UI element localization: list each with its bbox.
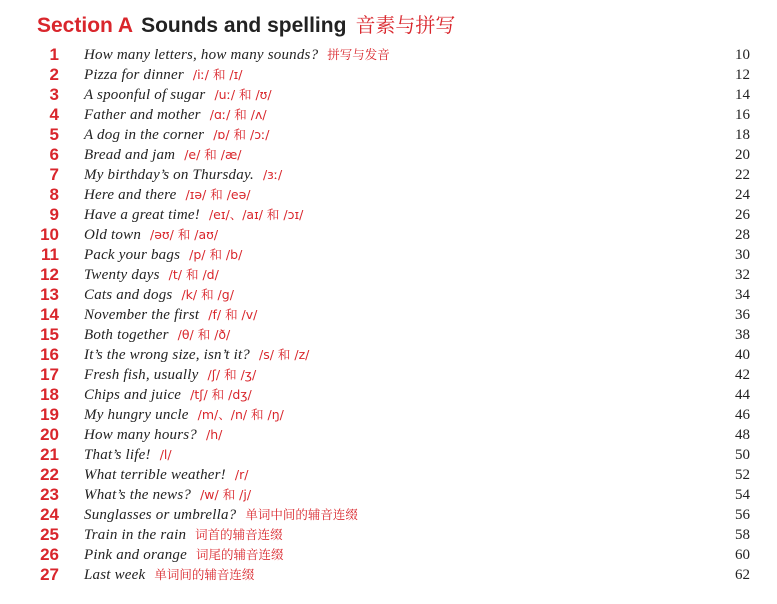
unit-sounds: /ɑː/ 和 /ʌ/ bbox=[209, 107, 267, 122]
unit-entry-text bbox=[84, 425, 222, 445]
unit-sounds: 词首的辅音连缀 bbox=[195, 527, 283, 542]
unit-entry-text bbox=[84, 125, 270, 145]
unit-number: 9 bbox=[49, 205, 59, 224]
unit-number: 23 bbox=[40, 485, 59, 504]
unit-sounds: /eɪ/、/aɪ/ 和 /ɔɪ/ bbox=[208, 207, 304, 222]
unit-number: 7 bbox=[49, 165, 59, 184]
section-title-chinese: 音素与拼写 bbox=[355, 13, 456, 37]
unit-number: 6 bbox=[49, 145, 59, 164]
toc-entry-unit-1[interactable] bbox=[0, 45, 777, 65]
unit-sounds: /s/ 和 /z/ bbox=[259, 347, 310, 362]
page-number: 56 bbox=[735, 507, 750, 523]
toc-entry-unit-20[interactable] bbox=[0, 425, 777, 445]
unit-title: Train in the rain bbox=[84, 527, 187, 543]
unit-entry-text bbox=[84, 325, 230, 345]
unit-title: Both together bbox=[84, 327, 169, 343]
unit-sounds: /ɒ/ 和 /ɔː/ bbox=[213, 127, 270, 142]
unit-entry-text bbox=[84, 305, 257, 325]
unit-sounds: /l/ bbox=[159, 447, 172, 462]
unit-sounds: /tʃ/ 和 /dʒ/ bbox=[190, 387, 252, 402]
unit-number: 19 bbox=[40, 405, 59, 424]
toc-entry-unit-8[interactable] bbox=[0, 185, 777, 205]
unit-sounds: /m/、/n/ 和 /ŋ/ bbox=[197, 407, 284, 422]
toc-entry-unit-17[interactable] bbox=[0, 365, 777, 385]
toc-entry-unit-10[interactable] bbox=[0, 225, 777, 245]
unit-entry-text bbox=[84, 445, 172, 465]
page-number: 42 bbox=[735, 367, 750, 383]
unit-number: 22 bbox=[40, 465, 59, 484]
unit-title: Twenty days bbox=[84, 267, 160, 283]
unit-sounds: /iː/ 和 /ɪ/ bbox=[192, 67, 243, 82]
toc-entry-unit-11[interactable] bbox=[0, 245, 777, 265]
toc-entry-unit-2[interactable] bbox=[0, 65, 777, 85]
page-number: 30 bbox=[735, 247, 750, 263]
unit-number: 8 bbox=[49, 185, 59, 204]
page-number: 22 bbox=[735, 167, 750, 183]
unit-title: Pizza for dinner bbox=[84, 67, 184, 83]
unit-title: Bread and jam bbox=[84, 147, 176, 163]
toc-entry-unit-22[interactable] bbox=[0, 465, 777, 485]
toc-entry-unit-25[interactable] bbox=[0, 525, 777, 545]
page-number: 58 bbox=[735, 527, 750, 543]
page-number: 62 bbox=[735, 567, 750, 583]
unit-number: 3 bbox=[49, 85, 59, 104]
unit-sounds: 词尾的辅音连缀 bbox=[195, 547, 284, 562]
unit-number: 14 bbox=[40, 305, 59, 324]
toc-entry-unit-21[interactable] bbox=[0, 445, 777, 465]
unit-entry-text bbox=[84, 145, 241, 165]
unit-entry-text bbox=[84, 345, 309, 365]
section-label: Section A bbox=[37, 14, 134, 37]
unit-title: How many letters, how many sounds? bbox=[84, 47, 319, 63]
unit-entry-text bbox=[84, 265, 219, 285]
unit-entry-text bbox=[84, 225, 218, 245]
page-number: 18 bbox=[735, 127, 750, 143]
page-number: 24 bbox=[735, 187, 750, 203]
unit-title: My birthday’s on Thursday. bbox=[84, 167, 254, 183]
unit-entry-text bbox=[84, 365, 256, 385]
unit-number: 26 bbox=[40, 545, 59, 564]
unit-title: Have a great time! bbox=[84, 207, 200, 223]
page-number: 32 bbox=[735, 267, 750, 283]
unit-number: 2 bbox=[49, 65, 59, 84]
unit-title: It’s the wrong size, isn’t it? bbox=[84, 347, 251, 363]
toc-entry-unit-24[interactable] bbox=[0, 505, 777, 525]
unit-number: 24 bbox=[40, 505, 59, 524]
unit-entry-text bbox=[84, 525, 283, 545]
unit-title: Fresh fish, usually bbox=[84, 367, 199, 383]
toc-entry-unit-6[interactable] bbox=[0, 145, 777, 165]
unit-title: Pack your bags bbox=[84, 247, 181, 263]
toc-entry-unit-27[interactable] bbox=[0, 565, 777, 585]
page-number: 36 bbox=[735, 307, 750, 323]
toc-entry-unit-16[interactable] bbox=[0, 345, 777, 365]
unit-number: 21 bbox=[40, 445, 59, 464]
unit-title: Last week bbox=[84, 567, 146, 583]
unit-entry-text bbox=[84, 105, 267, 125]
unit-title: What terrible weather! bbox=[84, 467, 226, 483]
unit-sounds: /p/ 和 /b/ bbox=[189, 247, 243, 262]
page-number: 54 bbox=[735, 487, 750, 503]
table-of-contents bbox=[0, 45, 777, 585]
toc-entry-unit-23[interactable] bbox=[0, 485, 777, 505]
toc-entry-unit-13[interactable] bbox=[0, 285, 777, 305]
page-number: 16 bbox=[735, 107, 750, 123]
toc-entry-unit-7[interactable] bbox=[0, 165, 777, 185]
unit-number: 27 bbox=[40, 565, 59, 584]
toc-entry-unit-5[interactable] bbox=[0, 125, 777, 145]
unit-number: 17 bbox=[40, 365, 59, 384]
page-number: 14 bbox=[735, 87, 750, 103]
unit-number: 4 bbox=[49, 105, 59, 124]
unit-entry-text bbox=[84, 565, 254, 585]
toc-entry-unit-3[interactable] bbox=[0, 85, 777, 105]
page-number: 60 bbox=[735, 547, 750, 563]
unit-number: 10 bbox=[40, 225, 59, 244]
page-number: 34 bbox=[735, 287, 750, 303]
unit-entry-text bbox=[84, 485, 251, 505]
unit-number: 5 bbox=[49, 125, 59, 144]
toc-entry-unit-4[interactable] bbox=[0, 105, 777, 125]
unit-entry-text bbox=[84, 205, 303, 225]
unit-entry-text bbox=[84, 545, 284, 565]
unit-entry-text bbox=[84, 505, 358, 525]
unit-sounds: /əʊ/ 和 /aʊ/ bbox=[150, 227, 219, 242]
unit-sounds: 拼写与发音 bbox=[327, 47, 390, 62]
unit-title: Sunglasses or umbrella? bbox=[84, 507, 237, 523]
unit-number: 20 bbox=[40, 425, 59, 444]
page-number: 44 bbox=[735, 387, 750, 403]
unit-sounds: /t/ 和 /d/ bbox=[168, 267, 219, 282]
unit-entry-text bbox=[84, 465, 248, 485]
unit-number: 25 bbox=[40, 525, 59, 544]
unit-title: Old town bbox=[84, 227, 142, 243]
unit-title: What’s the news? bbox=[84, 487, 192, 503]
page-number: 40 bbox=[735, 347, 750, 363]
unit-sounds: /w/ 和 /j/ bbox=[200, 487, 252, 502]
toc-entry-unit-18[interactable] bbox=[0, 385, 777, 405]
toc-entry-unit-26[interactable] bbox=[0, 545, 777, 565]
unit-number: 15 bbox=[40, 325, 59, 344]
unit-title: Cats and dogs bbox=[84, 287, 173, 303]
unit-number: 16 bbox=[40, 345, 59, 364]
unit-sounds: /ʃ/ 和 /ʒ/ bbox=[207, 367, 257, 382]
unit-title: November the first bbox=[84, 307, 200, 323]
unit-sounds: 单词间的辅音连缀 bbox=[154, 567, 255, 582]
toc-entry-unit-12[interactable] bbox=[0, 265, 777, 285]
unit-sounds: /h/ bbox=[206, 427, 223, 442]
unit-title: Pink and orange bbox=[84, 547, 187, 563]
unit-entry-text bbox=[84, 405, 284, 425]
page-number: 46 bbox=[735, 407, 750, 423]
unit-title: A spoonful of sugar bbox=[84, 87, 206, 103]
toc-entry-unit-19[interactable] bbox=[0, 405, 777, 425]
unit-title: Here and there bbox=[84, 187, 177, 203]
unit-entry-text bbox=[84, 385, 252, 405]
unit-entry-text bbox=[84, 165, 282, 185]
unit-title: Chips and juice bbox=[84, 387, 182, 403]
unit-sounds: /f/ 和 /v/ bbox=[208, 307, 258, 322]
page-number: 26 bbox=[735, 207, 750, 223]
unit-entry-text bbox=[84, 245, 242, 265]
unit-entry-text bbox=[84, 45, 390, 65]
unit-sounds: 单词中间的辅音连缀 bbox=[245, 507, 358, 522]
unit-title: That’s life! bbox=[84, 447, 151, 463]
unit-sounds: /uː/ 和 /ʊ/ bbox=[214, 87, 272, 102]
unit-sounds: /r/ bbox=[234, 467, 249, 482]
page-number: 12 bbox=[735, 67, 750, 83]
unit-sounds: /θ/ 和 /ð/ bbox=[177, 327, 231, 342]
page-number: 20 bbox=[735, 147, 750, 163]
page-number: 38 bbox=[735, 327, 750, 343]
unit-number: 1 bbox=[49, 45, 59, 64]
unit-number: 12 bbox=[40, 265, 59, 284]
page-number: 52 bbox=[735, 467, 750, 483]
unit-sounds: /k/ 和 /g/ bbox=[181, 287, 234, 302]
section-heading bbox=[37, 10, 455, 40]
toc-entry-unit-9[interactable] bbox=[0, 205, 777, 225]
unit-entry-text bbox=[84, 285, 234, 305]
unit-entry-text bbox=[84, 65, 243, 85]
unit-number: 13 bbox=[40, 285, 59, 304]
page-number: 28 bbox=[735, 227, 750, 243]
page-number: 10 bbox=[735, 47, 750, 63]
unit-title: Father and mother bbox=[84, 107, 201, 123]
unit-entry-text bbox=[84, 185, 251, 205]
toc-entry-unit-15[interactable] bbox=[0, 325, 777, 345]
unit-entry-text bbox=[84, 85, 272, 105]
section-title: Sounds and spelling bbox=[141, 14, 347, 37]
unit-sounds: /ɜː/ bbox=[262, 167, 283, 182]
unit-sounds: /e/ 和 /æ/ bbox=[184, 147, 242, 162]
page-number: 48 bbox=[735, 427, 750, 443]
unit-sounds: /ɪə/ 和 /eə/ bbox=[185, 187, 251, 202]
unit-number: 11 bbox=[41, 245, 59, 264]
page-number: 50 bbox=[735, 447, 750, 463]
unit-title: How many hours? bbox=[84, 427, 198, 443]
unit-title: My hungry uncle bbox=[84, 407, 189, 423]
unit-title: A dog in the corner bbox=[84, 127, 205, 143]
toc-entry-unit-14[interactable] bbox=[0, 305, 777, 325]
unit-number: 18 bbox=[40, 385, 59, 404]
